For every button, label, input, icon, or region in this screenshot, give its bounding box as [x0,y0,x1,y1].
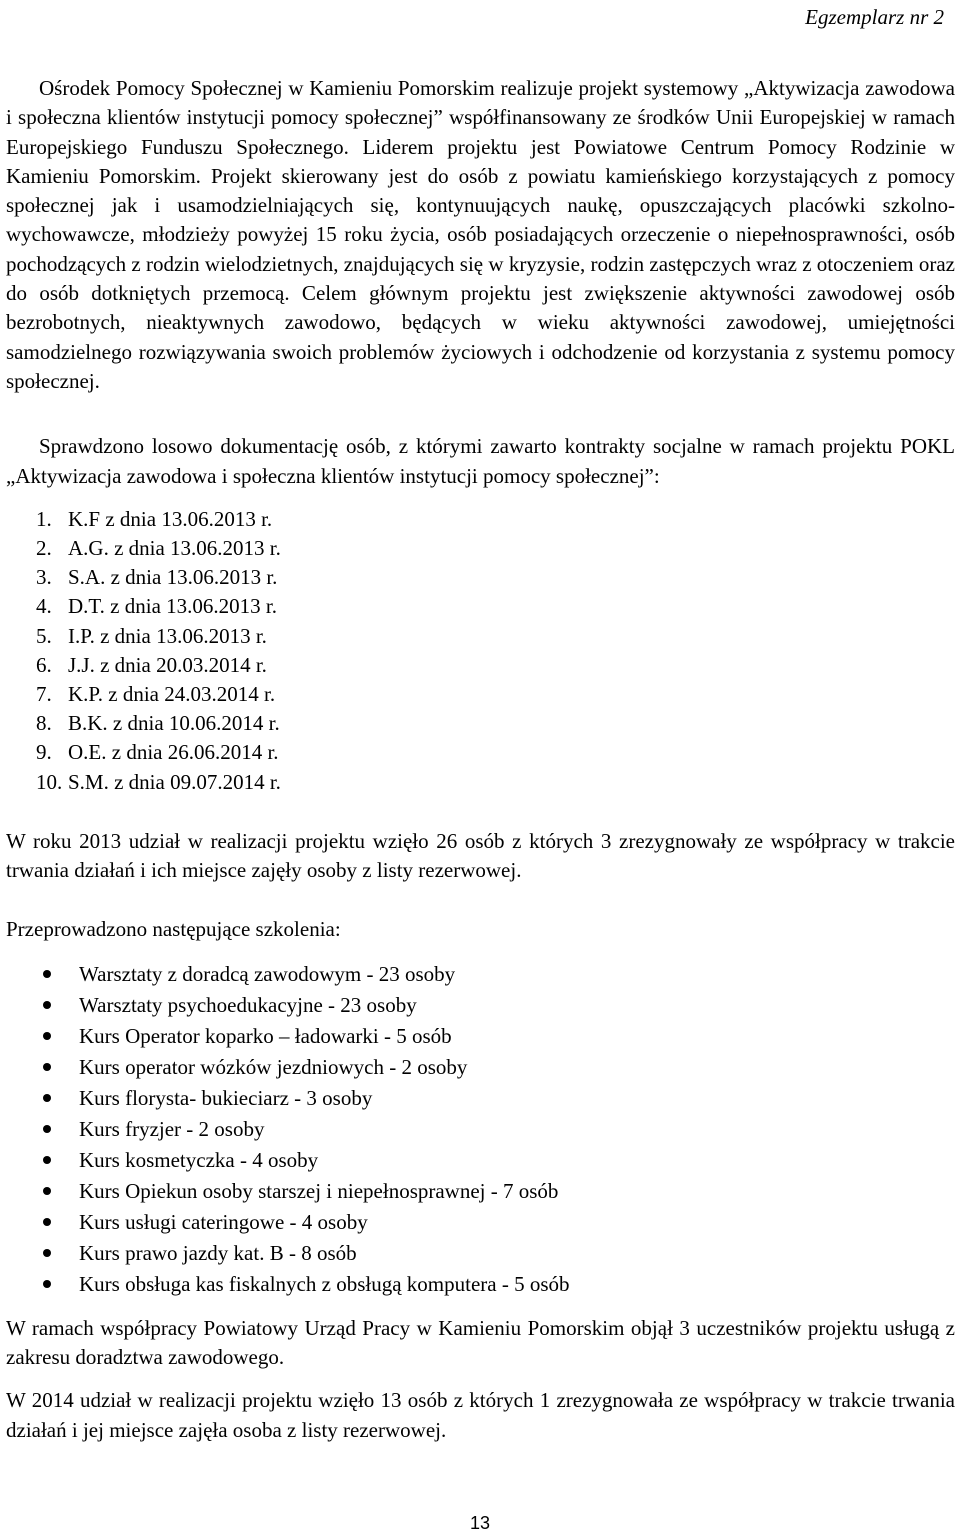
year-2014-paragraph: W 2014 udział w realizacji projektu wzięło 13 osób z których 1 zrezygnowała ze współpracy w trakcie trwania działań i jej miejsce zajęła osoba z listy rezerwowej. [6,1388,955,1442]
trainings-intro: Przeprowadzono następujące szkolenia: [6,917,341,942]
list-item [6,1238,955,1269]
bullet-icon [43,1125,51,1133]
bullet-icon [43,970,51,978]
list-item [36,651,955,680]
contract-entry: S.M. z dnia 09.07.2014 r. [68,769,281,794]
bullet-icon [43,1187,51,1195]
list-number: 8. [36,711,52,736]
contract-entry: J.J. z dnia 20.03.2014 r. [68,652,267,677]
bullet-icon [43,1032,51,1040]
trainings-list [6,959,955,1300]
list-item [36,680,955,709]
list-item [36,592,955,621]
spacer [6,945,955,959]
list-item [6,1021,955,1052]
bullet-icon [43,1156,51,1164]
document-body [6,74,955,1445]
list-number: 9. [36,740,52,765]
bullet-icon [43,1218,51,1226]
spacer [6,491,955,505]
spacer [6,396,955,432]
list-item [36,563,955,592]
list-item [6,1145,955,1176]
list-item [6,1269,955,1300]
bullet-icon [43,1280,51,1288]
training-entry: Kurs usługi cateringowe - 4 osoby [79,1209,368,1234]
intro-paragraph: Ośrodek Pomocy Społecznej w Kamieniu Pomorskim realizuje projekt systemowy „Aktywizacja zawodowa i społeczna klientów instytucji pomocy społecznej” współfinansowany ze środków Unii Europejskiej w ramach Europejskiego Funduszu Społecznego. Liderem projektu jest Powiatowe Centrum Pomocy Rodzinie w Kamieniu Pomorskim. Projekt skierowany jest do osób z powiatu kamieńskiego korzystających z pomocy społecznej jak i usamodzielniających się, kontynuujących naukę, opuszczających placówki szkolno-wychowawcze, młodzieży powyżej 15 roku życia, osób posiadających orzeczenie o niepełnosprawności, osób pochodzących z rodzin wielodzietnych, znajdujących się w kryzysie, rodzin zastępczych wraz z otoczeniem oraz do osób dotkniętych przemocą. Celem głównym projektu jest zwiększenie aktywności zawodowej osób bezrobotnych, nieaktywnych zawodowo, będących w wieku aktywności zawodowej, umiejętności samodzielnego rozwiązywania swoich problemów życiowych i odchodzenie od korzystania z systemu pomocy społecznej. [6,76,955,393]
list-item [36,709,955,738]
audit-paragraph: Sprawdzono losowo dokumentację osób, z którymi zawarto kontrakty socjalne w ramach projektu POKL „Aktywizacja zawodowa i społeczna klientów instytucji pomocy społecznej”: [6,434,955,488]
list-item [6,1207,955,1238]
list-number: 3. [36,565,52,590]
training-entry: Kurs florysta- bukieciarz - 3 osoby [79,1085,373,1110]
list-number: 7. [36,682,52,707]
training-entry: Kurs operator wózków jezdniowych - 2 osoby [79,1054,468,1079]
list-item [6,1052,955,1083]
contract-entry: B.K. z dnia 10.06.2014 r. [68,711,280,736]
list-item [6,959,955,990]
spacer [6,797,955,827]
spacer [6,1372,955,1386]
list-item [36,622,955,651]
contract-entry: O.E. z dnia 26.06.2014 r. [68,740,279,765]
training-entry: Kurs obsługa kas fiskalnych z obsługą komputera - 5 osób [79,1271,570,1296]
contract-entry: K.F z dnia 13.06.2013 r. [68,506,273,531]
bullet-icon [43,1063,51,1071]
bullet-icon [43,1249,51,1257]
list-number: 2. [36,536,52,561]
list-number: 1. [36,506,52,531]
list-item [6,1114,955,1145]
copy-number-note: Egzemplarz nr 2 [805,5,944,29]
contract-entry: S.A. z dnia 13.06.2013 r. [68,565,278,590]
list-item [36,768,955,797]
training-entry: Kurs fryzjer - 2 osoby [79,1116,265,1141]
training-entry: Kurs Operator koparko – ładowarki - 5 osób [79,1023,452,1048]
list-item [36,505,955,534]
list-item [36,534,955,563]
contract-entry: D.T. z dnia 13.06.2013 r. [68,594,277,619]
spacer [6,1300,955,1314]
bullet-icon [43,1001,51,1009]
spacer [6,885,955,915]
contracts-list [6,505,955,797]
list-item [6,1083,955,1114]
training-entry: Kurs prawo jazdy kat. B - 8 osób [79,1240,357,1265]
training-entry: Warsztaty psychoedukacyjne - 23 osoby [79,992,417,1017]
list-item [36,738,955,767]
contract-entry: A.G. z dnia 13.06.2013 r. [68,536,281,561]
list-item [6,990,955,1021]
pup-paragraph: W ramach współpracy Powiatowy Urząd Pracy w Kamieniu Pomorskim objął 3 uczestników projektu usługą z zakresu doradztwa zawodowego. [6,1315,955,1370]
list-number: 10. [36,769,63,794]
list-number: 6. [36,652,52,677]
contract-entry: I.P. z dnia 13.06.2013 r. [68,623,267,648]
training-entry: Warsztaty z doradcą zawodowym - 23 osoby [79,961,456,986]
page-number: 13 [469,1513,491,1533]
list-item [6,1176,955,1207]
training-entry: Kurs Opiekun osoby starszej i niepełnosprawnej - 7 osób [79,1178,559,1203]
bullet-icon [43,1094,51,1102]
training-entry: Kurs kosmetyczka - 4 osoby [79,1147,319,1172]
list-number: 5. [36,623,52,648]
list-number: 4. [36,594,52,619]
contract-entry: K.P. z dnia 24.03.2014 r. [68,682,276,707]
year-2013-paragraph: W roku 2013 udział w realizacji projektu wzięło 26 osób z których 3 zrezygnowały ze współpracy w trakcie trwania działań i ich miejsce zajęły osoby z listy rezerwowej. [6,828,955,883]
